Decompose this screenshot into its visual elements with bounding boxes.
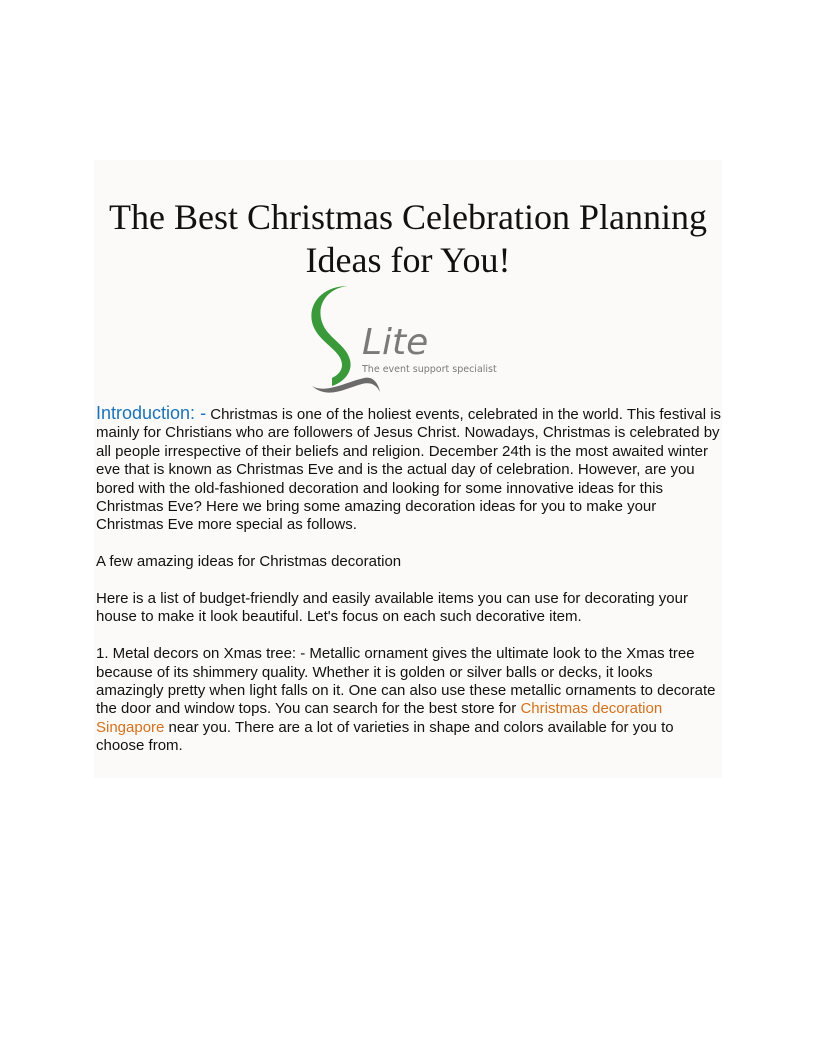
- item-1-text-before: 1. Metal decors on Xmas tree: - Metallic ornament gives the ultimate look to the Xmas tree because of its shimmery quality. Whether it is golden or silver balls or decks, it looks amazingly pretty when light falls on it. One can also use these metallic ornaments to decorate the door and window tops. You can search for the best store for: [96, 645, 716, 718]
- document-title: The Best Christmas Celebration Planning Ideas for You!: [109, 197, 707, 280]
- intro-label: Introduction: -: [96, 403, 207, 423]
- logo-brand-text: Lite: [362, 322, 429, 363]
- list-intro-paragraph: Here is a list of budget-friendly and easily available items you can use for decorating your house to make it look beautiful. Let's focus on each such decorative item.: [96, 590, 688, 626]
- item-1-text-after: near you. There are a lot of varieties in shape and colors available for you to choose from.: [96, 718, 674, 755]
- section-subheading: A few amazing ideas for Christmas decoration: [96, 553, 402, 571]
- intro-text: Christmas is one of the holiest events, celebrated in the world. This festival is mainly for Christians who are followers of Jesus Christ. Nowadays, Christmas is celebrated by all people irrespective of their beliefs and religion. December 24th is the most awaited winter eve that is known as Christmas Eve and is the actual day of celebration. However, are you bored with the old-fashioned decoration and looking for some innovative ideas for this Christmas Eve? Here we bring some amazing decoration ideas for you to make your Christmas Eve more special as follows.: [96, 406, 722, 534]
- logo-mark-icon: [306, 282, 516, 400]
- christmas-decoration-link[interactable]: Christmas decoration Singapore: [96, 700, 663, 736]
- intro-paragraph: [96, 404, 722, 535]
- company-logo: [306, 282, 516, 400]
- article-body: [96, 404, 722, 774]
- item-1-paragraph: [96, 645, 722, 755]
- logo-tagline-text: The event support specialist: [362, 364, 497, 375]
